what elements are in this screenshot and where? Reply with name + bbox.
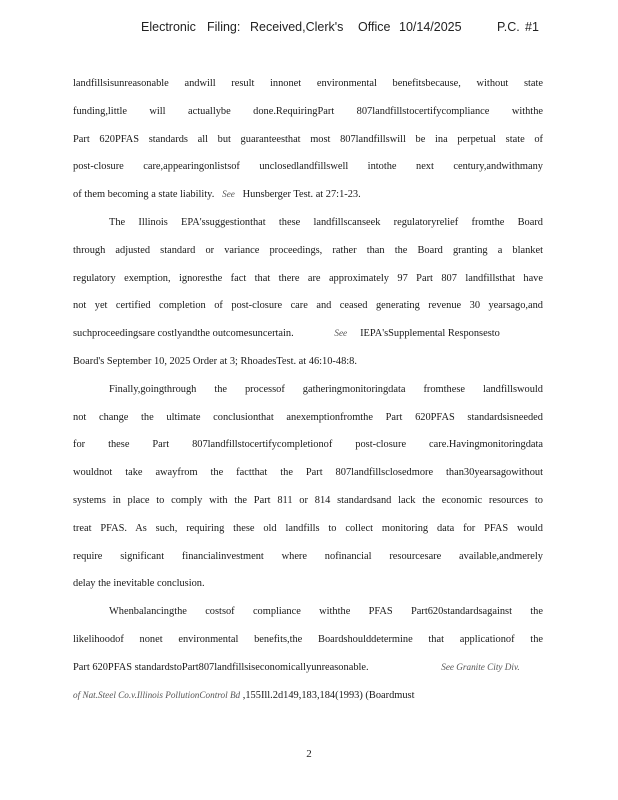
text-segment: suchproceedingsare costlyandthe outcomesuncertain. [73,328,294,340]
text-line [73,682,543,710]
text-line [73,654,543,682]
text-line: post-closure care,appearingonlistsof unclosedlandfillswell intothe next century,andwithmany [73,161,543,173]
header-electronic: Electronic [141,20,196,34]
text-line: landfillsisunreasonable andwill result innonet environmental benefitsbecause, without state [73,78,543,89]
text-line: The Illinois EPA'ssuggestionthat these landfillscanseek regulatoryrelief fromthe Board [109,216,543,228]
text-line: Board's September 10, 2025 Order at 3; RhoadesTest. at 46:10-48:8. [73,355,357,367]
citation-see: See [334,328,348,339]
citation-see: See [222,189,235,200]
text-segment: Part 620PFAS standardstoPart807landfillsiseconomicallyunreasonable. [73,661,369,673]
citation-case: See Granite City Div. [441,661,520,672]
citation-text: ,155Ill.2d149,183,184(1993) (Boardmust [242,689,415,701]
paragraph-1 [73,70,543,209]
text-line: not yet certified completion of post-closure care and ceased generating revenue 30 yearsago,and [73,300,543,312]
text-line: treat PFAS. As such, requiring these old landfills to collect monitoring data for PFAS would [73,522,543,534]
text-line: Whenbalancingthe costsof compliance withthe PFAS Part620standardsagainst the [109,606,543,618]
text-line: not change the ultimate conclusionthat anexemptionfromthe Part 620PFAS standardsisneeded [73,411,543,423]
paragraph-2 [73,209,543,376]
text-line: Part 620PFAS standards all but guaranteesthat most 807landfillswill be ina perpetual state of [73,133,543,145]
text-line: for these Part 807landfillstocertifycompletionof post-closure care.Havingmonitoringdata [73,439,543,451]
citation-text: IEPA'sSupplemental Responsesto [360,328,500,340]
page-number: 2 [306,748,312,760]
text-line [73,181,543,209]
text-line: through adjusted standard or variance proceedings, rather than the Board granting a blanket [73,244,543,256]
text-line [73,320,543,348]
text-line: regulatory exemption, ignoresthe fact that there are approximately 97 Part 807 landfillsthat have [73,272,543,284]
paragraph-4 [73,598,543,709]
citation-case: of Nat.Steel Co.v.Illinois PollutionControl Bd [73,689,241,700]
text-segment: of them becoming a state liability. [73,189,215,201]
text-line: Finally,goingthrough the processof gatheringmonitoringdata fromthese landfillswould [109,383,543,395]
header-pc-number: #1 [525,20,539,34]
citation-text: Hunsberger Test. at 27:1-23. [242,189,361,201]
header-filing: Filing: [207,20,241,34]
header-office: Office [358,20,391,34]
text-line: wouldnot take awayfrom the factthat the Part 807landfillsclosedmore than30yearsagowithout [73,467,543,479]
text-line: systems in place to comply with the Part 811 or 814 standardsand lack the economic resources to [73,494,543,506]
header-pc: P.C. [497,20,520,34]
text-line: require significant financialinvestment where nofinancial resourcesare available,andmerely [73,550,543,562]
document-body [73,70,543,709]
header-received: Received,Clerk's [250,20,344,34]
text-line: likelihoodof nonet environmental benefits,the Boardshoulddetermine that applicationof the [73,633,543,645]
paragraph-3 [73,376,543,598]
text-line: funding,little will actuallybe done.RequiringPart 807landfillstocertifycompliance withthe [73,105,543,117]
text-line: delay the inevitable conclusion. [73,578,205,590]
header-date: 10/14/2025 [399,20,462,34]
